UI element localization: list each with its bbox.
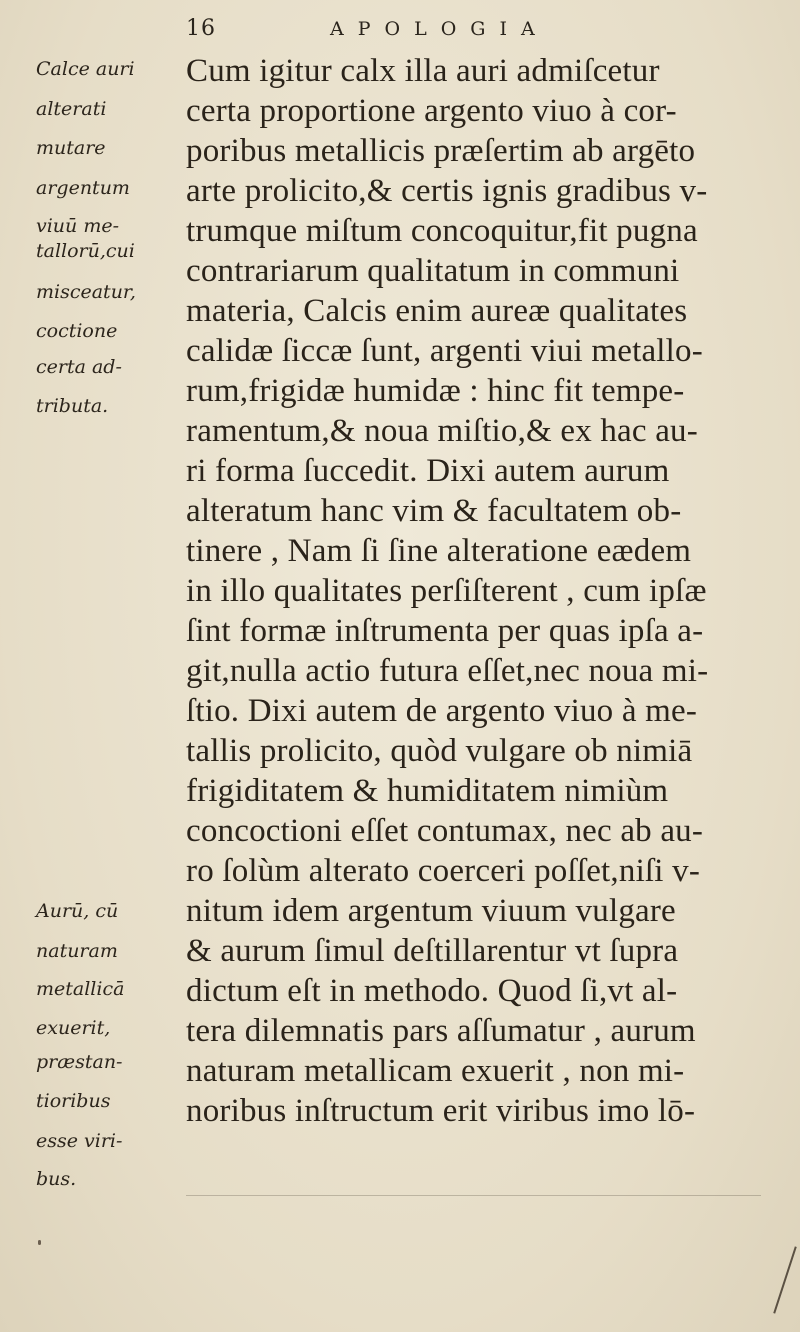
margin-note-line: naturam [36,940,118,962]
text-line: git,nulla actio futura eſſet,nec noua mi- [186,653,709,689]
text-line: poribus metallicis præſertim ab argēto [186,133,696,169]
margin-note-line: tioribus [36,1090,111,1112]
text-line: Cum igitur calx illa auri admiſcetur [186,53,660,89]
text-line: & aurum ſimul deſtillarentur vt ſupra [186,933,679,969]
text-line: rum,frigidæ humidæ : hinc fit tempe- [186,373,685,409]
text-line: calidæ ſiccæ ſunt, argenti viui metallo- [186,333,703,369]
margin-note-line: misceatur, [36,281,136,303]
ink-speck [38,1240,41,1245]
text-line: tinere , Nam ſi ſine alteratione eædem [186,533,692,569]
text-line: tera dilemnatis pars aſſumatur , aurum [186,1013,696,1049]
margin-note-line: bus. [36,1168,77,1190]
text-line: dictum eſt in methodo. Quod ſi,vt al- [186,973,678,1009]
text-line: naturam metallicam exuerit , non mi- [186,1053,685,1089]
margin-note-line: exuerit, [36,1017,111,1039]
margin-note-line: argentum [36,177,130,199]
text-line: ro ſolùm alterato coerceri poſſet,niſi v- [186,853,701,889]
text-line: concoctioni eſſet contumax, nec ab au- [186,813,704,849]
text-line: tallis prolicito, quòd vulgare ob nimiā [186,733,693,769]
margin-note-line: viuū me- [36,215,120,237]
margin-note-line: tallorū,cui [36,240,135,262]
margin-note-line: tributa. [36,395,109,417]
text-line: alteratum hanc vim & facultatem ob- [186,493,682,529]
page-header [0,16,800,50]
text-line: ſtio. Dixi autem de argento viuo à me- [186,693,698,729]
text-line: ri forma ſuccedit. Dixi autem aurum [186,453,670,489]
running-head: APOLOGIA [330,18,549,40]
margin-note-line: Aurū, cū [36,900,119,922]
text-line: ramentum,& noua miſtio,& ex hac au- [186,413,698,449]
margin-note-line: Calce auri [36,58,135,80]
text-line: frigiditatem & humiditatem nimiùm [186,773,669,809]
text-line: ſint formæ inſtrumenta per quas ipſa a- [186,613,704,649]
text-line: noribus inſtructum erit viribus imo lō- [186,1093,696,1129]
margin-note-line: coctione [36,320,118,342]
text-line: arte prolicito,& certis ignis gradibus v- [186,173,708,209]
margin-note-line: certa ad- [36,356,122,378]
margin-note-line: esse viri- [36,1130,123,1152]
page-edge-mark [773,1246,797,1313]
margin-note-line: alterati [36,98,107,120]
page-number: 16 [186,16,216,41]
margin-note-line: præstan- [36,1051,123,1073]
text-line: materia, Calcis enim aureæ qualitates [186,293,688,329]
margin-note-line: mutare [36,137,106,159]
text-line: trumque miſtum concoquitur,fit pugna [186,213,698,249]
bottom-ink-rule [186,1195,761,1196]
text-line: in illo qualitates perſiſterent , cum ipſæ [186,573,707,609]
margin-note-line: metallicā [36,978,125,1000]
text-line: certa proportione argento viuo à cor- [186,93,677,129]
text-line: contrariarum qualitatum in communi [186,253,680,289]
text-line: nitum idem argentum viuum vulgare [186,893,676,929]
